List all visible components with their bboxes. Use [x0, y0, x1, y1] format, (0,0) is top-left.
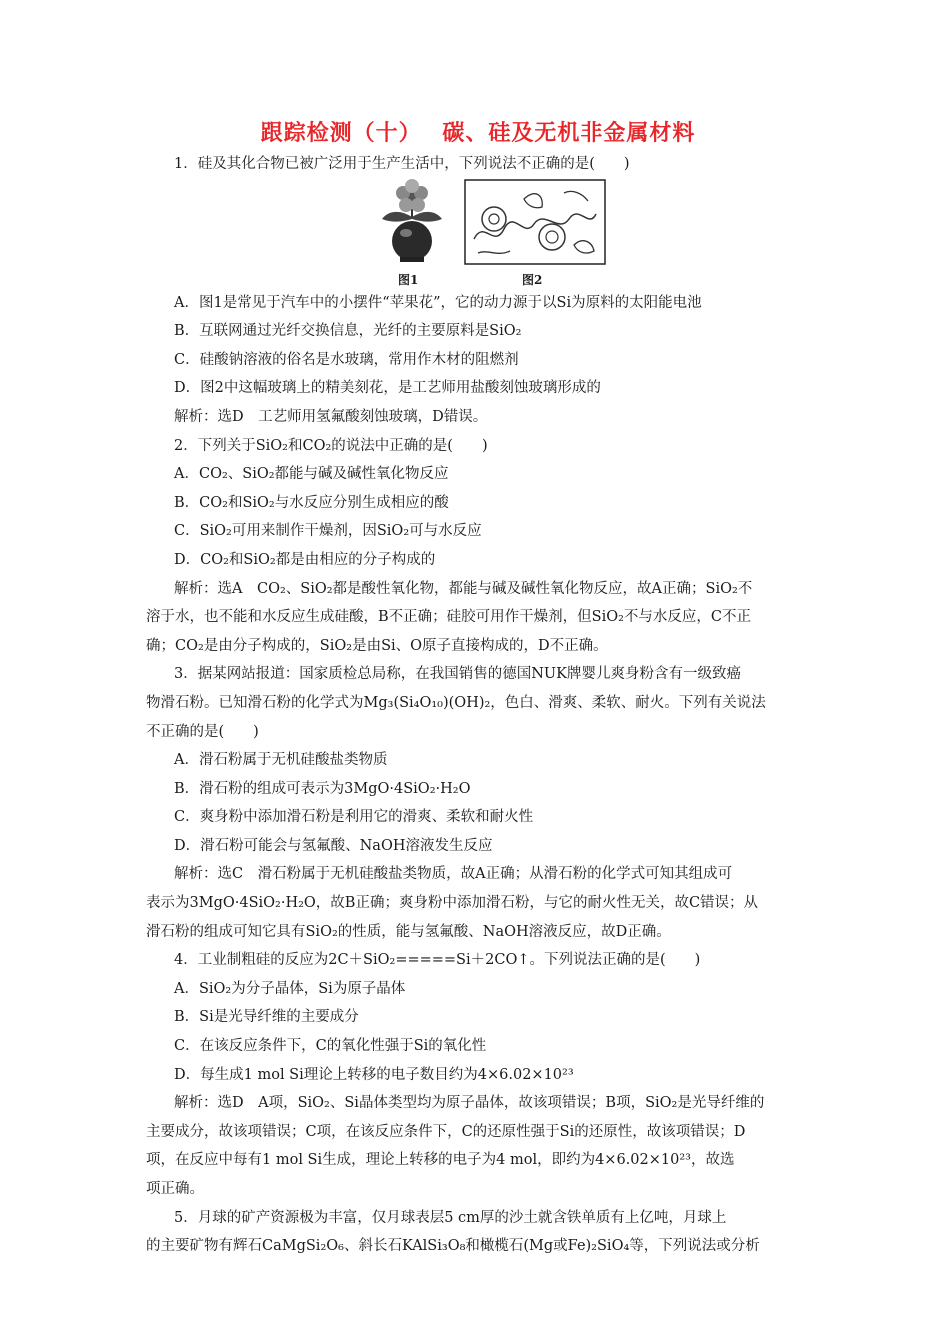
q2-option-d: D．CO₂和SiO₂都是由相应的分子构成的: [174, 551, 436, 568]
q3-analysis-line-2: 表示为3MgO·4SiO₂·H₂O，故B正确；爽身粉中添加滑石粉，与它的耐火性无关，故C错误；从: [146, 895, 759, 912]
q1-analysis: 解析：选D 工艺师用氢氟酸刻蚀玻璃，D错误。: [174, 408, 488, 425]
apple-flower-figure: [374, 179, 450, 265]
q3-option-d: D．滑石粉可能会与氢氟酸、NaOH溶液发生反应: [174, 837, 493, 854]
q1-option-a: A．图1是常见于汽车中的小摆件“苹果花”，它的动力源于以Si为原料的太阳能电池: [174, 294, 702, 311]
q3-option-b: B．滑石粉的组成可表示为3MgO·4SiO₂·H₂O: [174, 780, 471, 797]
fig1-caption: 图1: [398, 272, 419, 287]
q2-analysis-line-1: 解析：选A CO₂、SiO₂都是酸性氧化物，都能与碱及碱性氧化物反应，故A正确；SiO₂不: [174, 580, 753, 597]
q1-option-d: D．图2中这幅玻璃上的精美刻花，是工艺师用盐酸刻蚀玻璃形成的: [174, 380, 601, 397]
page-title: 跟踪检测（十） 碳、硅及无机非金属材料: [260, 120, 696, 146]
q5-stem-line-1: 5．月球的矿产资源极为丰富，仅月球表层5 cm厚的沙土就含铁单质有上亿吨，月球上: [174, 1209, 727, 1226]
q3-analysis-line-1: 解析：选C 滑石粉属于无机硅酸盐类物质，故A正确；从滑石粉的化学式可知其组成可: [174, 866, 733, 883]
q2-option-a: A．CO₂、SiO₂都能与碱及碱性氧化物反应: [174, 466, 449, 483]
q5-stem-line-2: 的主要矿物有辉石CaMgSi₂O₆、斜长石KAlSi₃O₈和橄榄石(Mg或Fe)₂SiO₄等，下列说法或分析: [146, 1238, 760, 1255]
q3-option-c: C．爽身粉中添加滑石粉是利用它的滑爽、柔软和耐火性: [174, 809, 534, 826]
q1-option-c: C．硅酸钠溶液的俗名是水玻璃，常用作木材的阻燃剂: [174, 351, 519, 368]
q1-stem: 1．硅及其化合物已被广泛用于生产生活中，下列说法不正确的是( ): [174, 156, 630, 172]
q1-option-b: B．互联网通过光纤交换信息，光纤的主要原料是SiO₂: [174, 323, 522, 340]
q4-stem: 4．工业制粗硅的反应为2C＋SiO₂=====Si＋2CO↑。下列说法正确的是( ): [174, 952, 701, 969]
document-page: [146, 118, 810, 1261]
q2-analysis-line-3: 确；CO₂是由分子构成的，SiO₂是由Si、O原子直接构成的，D不正确。: [146, 637, 608, 654]
q2-stem: 2．下列关于SiO₂和CO₂的说法中正确的是( ): [174, 437, 488, 454]
q3-analysis-line-3: 滑石粉的组成可知它具有SiO₂的性质，能与氢氟酸、NaOH溶液反应，故D正确。: [146, 923, 671, 940]
q3-stem-line-3: 不正确的是( ): [146, 723, 259, 740]
q2-option-c: C．SiO₂可用来制作干燥剂，因SiO₂可与水反应: [174, 523, 482, 540]
q3-stem-line-1: 3．据某网站报道：国家质检总局称，在我国销售的德国NUK牌婴儿爽身粉含有一级致癌: [174, 666, 741, 683]
q4-analysis-line-2: 主要成分，故该项错误；C项，在该反应条件下，C的还原性强于Si的还原性，故该项错误；D: [146, 1123, 746, 1140]
q3-option-a: A．滑石粉属于无机硅酸盐类物质: [174, 752, 388, 769]
q4-analysis-line-3: 项，在反应中每有1 mol Si生成，理论上转移的电子为4 mol，即约为4×6.02×10²³，故选: [146, 1152, 735, 1169]
q3-stem-line-2: 物滑石粉。已知滑石粉的化学式为Mg₃(Si₄O₁₀)(OH)₂，色白、滑爽、柔软、耐火。下列有关说法: [146, 694, 766, 711]
q4-analysis-line-4: 项正确。: [146, 1181, 204, 1197]
fig2-caption: 图2: [522, 272, 543, 287]
q4-option-c: C．在该反应条件下，C的氧化性强于Si的氧化性: [174, 1038, 487, 1055]
q4-option-d: D．每生成1 mol Si理论上转移的电子数目约为4×6.02×10²³: [174, 1066, 574, 1083]
q2-analysis-line-2: 溶于水，也不能和水反应生成硅酸，B不正确；硅胶可用作干燥剂，但SiO₂不与水反应，C不正: [146, 609, 752, 626]
q4-option-b: B．Si是光导纤维的主要成分: [174, 1009, 359, 1026]
q4-option-a: A．SiO₂为分子晶体，Si为原子晶体: [174, 980, 406, 997]
q2-option-b: B．CO₂和SiO₂与水反应分别生成相应的酸: [174, 494, 449, 511]
glass-carving-figure: [464, 179, 606, 265]
q1-figures: [146, 179, 810, 289]
q4-analysis-line-1: 解析：选D A项，SiO₂、Si晶体类型均为原子晶体，故该项错误；B项，SiO₂是光导纤维的: [174, 1095, 765, 1112]
